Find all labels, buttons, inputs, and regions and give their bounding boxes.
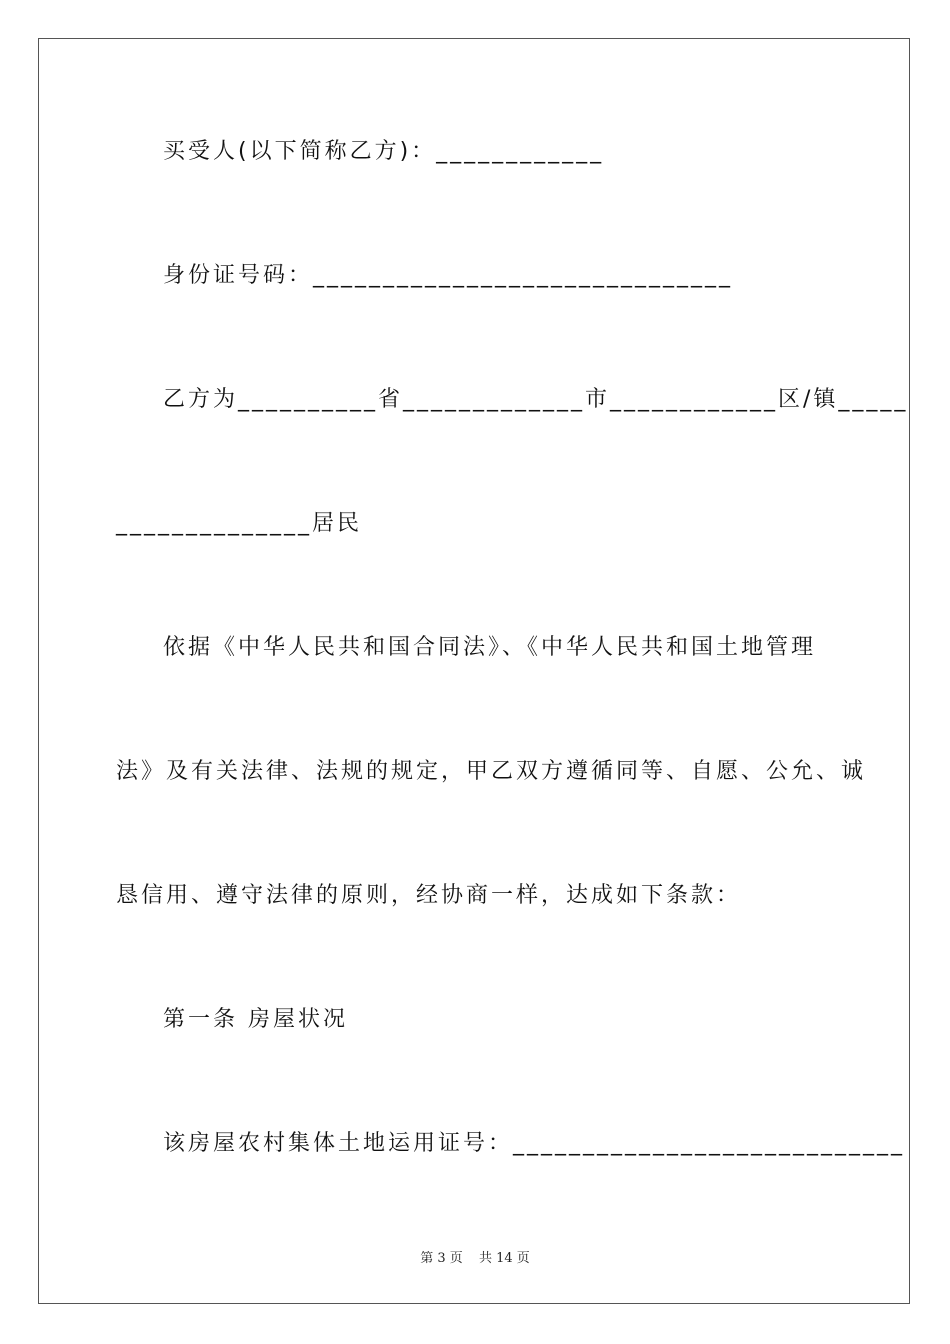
land-certificate-line: 该房屋农村集体土地运用证号：____________________________ <box>163 1131 906 1156</box>
page-total: 共 14 页 <box>478 1251 530 1266</box>
page-number: 第 3 页 <box>420 1251 463 1266</box>
paragraph-line-3: 恳信用、遵守法律的原则，经协商一样，达成如下条款： <box>116 883 742 908</box>
buyer-line: 买受人(以下简称乙方)：____________ <box>163 139 605 164</box>
page-footer <box>0 1247 950 1266</box>
article-one-heading: 第一条 房屋状况 <box>163 1007 348 1032</box>
paragraph-line-1: 依据《中华人民共和国合同法》、《中华人民共和国土地管理 <box>163 635 817 660</box>
resident-line: ______________居民 <box>116 511 363 536</box>
address-line: 乙方为__________省_____________市____________区/镇_____ <box>163 387 909 412</box>
id-number-line: 身份证号码：______________________________ <box>163 263 734 288</box>
paragraph-line-2: 法》及有关法律、法规的规定，甲乙双方遵循同等、自愿、公允、诚 <box>116 759 867 784</box>
page-border <box>38 38 910 1304</box>
